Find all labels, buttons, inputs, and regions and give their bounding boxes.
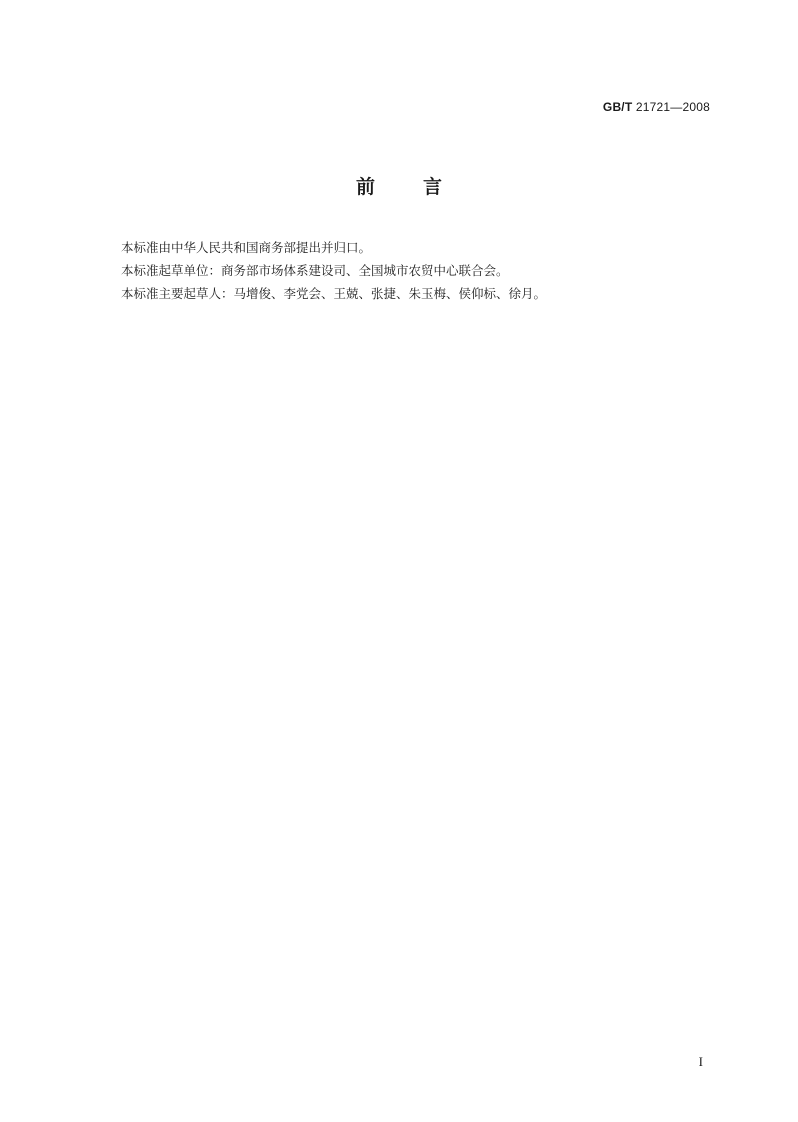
foreword-body — [121, 236, 721, 305]
standard-number: 21721—2008 — [635, 100, 710, 114]
page-number: I — [698, 1054, 703, 1069]
page-title: 前言 — [355, 176, 490, 198]
paragraph-drafting-units: 本标准起草单位：商务部市场体系建设司、全国城市农贸中心联合会。 — [121, 263, 509, 278]
paragraph-proposer: 本标准由中华人民共和国商务部提出并归口。 — [121, 240, 372, 255]
paragraph-drafters: 本标准主要起草人：马增俊、李党会、王兢、张捷、朱玉梅、侯仰标、徐月。 — [121, 286, 547, 301]
standard-code-header — [603, 100, 710, 114]
standard-prefix: GB/T — [602, 100, 633, 114]
